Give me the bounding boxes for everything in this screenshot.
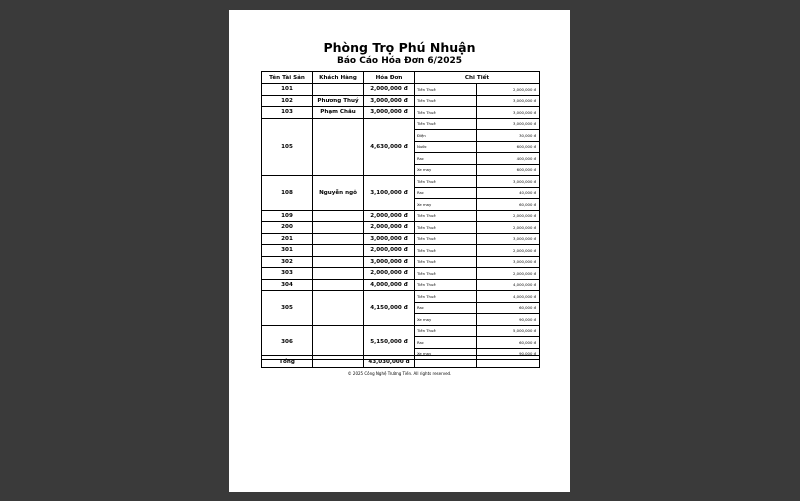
detail-label: Tiền Thuê [415, 107, 477, 119]
asset-cell: 103 [262, 107, 313, 119]
asset-cell: 102 [262, 95, 313, 107]
asset-cell: 200 [262, 222, 313, 234]
detail-label: Rac [415, 337, 477, 349]
detail-label: Tiền Thuê [415, 325, 477, 337]
total-empty-customer [313, 356, 364, 368]
amount-cell: 2,000,000 đ [364, 245, 415, 257]
amount-cell: 3,100,000 đ [364, 176, 415, 211]
detail-label: Tiền Thuê [415, 233, 477, 245]
asset-cell: 304 [262, 279, 313, 291]
detail-value: 3,000,000 đ [477, 233, 540, 245]
amount-cell: 3,000,000 đ [364, 107, 415, 119]
detail-label: Rac [415, 187, 477, 199]
detail-label: Tiền Thuê [415, 279, 477, 291]
amount-cell: 2,000,000 đ [364, 222, 415, 234]
table-row [262, 84, 540, 96]
detail-value: 2,000,000 đ [477, 210, 540, 222]
customer-cell [313, 256, 364, 268]
table-row [262, 210, 540, 222]
detail-value: 60,000 đ [477, 199, 540, 211]
customer-cell [313, 245, 364, 257]
detail-value: 60,000 đ [477, 302, 540, 314]
amount-cell: 3,000,000 đ [364, 233, 415, 245]
detail-label: Tiền Thuê [415, 118, 477, 130]
table-row [262, 245, 540, 257]
total-row [262, 356, 540, 368]
amount-cell: 4,630,000 đ [364, 118, 415, 176]
table-row [262, 107, 540, 119]
asset-cell: 303 [262, 268, 313, 280]
table-row [262, 256, 540, 268]
page-title: Phòng Trọ Phú Nhuận [323, 40, 476, 55]
detail-label: Tiền Thuê [415, 291, 477, 303]
detail-label: Xe may [415, 314, 477, 326]
asset-cell: 306 [262, 325, 313, 360]
total-table [261, 355, 540, 368]
asset-cell: 305 [262, 291, 313, 326]
detail-value: 90,000 đ [477, 314, 540, 326]
asset-cell: 301 [262, 245, 313, 257]
customer-cell: Phương Thuý [313, 95, 364, 107]
customer-cell [313, 118, 364, 176]
amount-cell: 3,000,000 đ [364, 256, 415, 268]
detail-value: 4,000,000 đ [477, 279, 540, 291]
table-row [262, 233, 540, 245]
total-amount: 43,030,000 đ [364, 356, 415, 368]
header-customer: Khách Hàng [313, 72, 364, 84]
customer-cell [313, 268, 364, 280]
detail-value: 3,000,000 đ [477, 95, 540, 107]
detail-label: Xe may [415, 199, 477, 211]
amount-cell: 2,000,000 đ [364, 84, 415, 96]
detail-label: Tiền Thuê [415, 222, 477, 234]
detail-value: 3,000,000 đ [477, 256, 540, 268]
detail-value: 3,000,000 đ [477, 118, 540, 130]
header-detail: Chi Tiết [415, 72, 540, 84]
amount-cell: 4,000,000 đ [364, 279, 415, 291]
asset-cell: 302 [262, 256, 313, 268]
table-row [262, 279, 540, 291]
detail-value: 2,000,000 đ [477, 222, 540, 234]
table-row [262, 222, 540, 234]
table-row [262, 325, 540, 337]
total-empty-detail-label [415, 356, 477, 368]
customer-cell [313, 222, 364, 234]
asset-cell: 109 [262, 210, 313, 222]
footer-copyright: © 2025 Công Nghệ Trường Tiến. All rights reserved. [347, 371, 452, 376]
detail-value: 3,000,000 đ [477, 107, 540, 119]
total-empty-detail-value [477, 356, 540, 368]
customer-cell: Phạm Châu [313, 107, 364, 119]
amount-cell: 3,000,000 đ [364, 95, 415, 107]
customer-cell: Nguyễn ngô [313, 176, 364, 211]
detail-label: Điện [415, 130, 477, 142]
detail-label: Tiền Thuê [415, 245, 477, 257]
detail-label: Rac [415, 153, 477, 165]
detail-label: Tiền Thuê [415, 176, 477, 188]
detail-value: 40,000 đ [477, 187, 540, 199]
detail-label: Tiền Thuê [415, 210, 477, 222]
table-row [262, 268, 540, 280]
table-row [262, 95, 540, 107]
customer-cell [313, 84, 364, 96]
detail-value: 3,000,000 đ [477, 176, 540, 188]
detail-label: Tiền Thuê [415, 256, 477, 268]
asset-cell: 201 [262, 233, 313, 245]
detail-value: 2,000,000 đ [477, 268, 540, 280]
detail-label: Tiền Thuê [415, 95, 477, 107]
detail-value: 2,000,000 đ [477, 245, 540, 257]
detail-value: 30,000 đ [477, 130, 540, 142]
detail-value: 90,000 đ [477, 348, 540, 360]
amount-cell: 4,150,000 đ [364, 291, 415, 326]
detail-value: 60,000 đ [477, 337, 540, 349]
detail-value: 600,000 đ [477, 141, 540, 153]
detail-value: 400,000 đ [477, 153, 540, 165]
asset-cell: 105 [262, 118, 313, 176]
detail-value: 5,000,000 đ [477, 325, 540, 337]
detail-value: 2,000,000 đ [477, 84, 540, 96]
invoice-table [261, 71, 540, 360]
detail-label: Rac [415, 302, 477, 314]
table-header-row [262, 72, 540, 84]
detail-label: Nước [415, 141, 477, 153]
customer-cell [313, 279, 364, 291]
header-invoice: Hóa Đơn [364, 72, 415, 84]
asset-cell: 108 [262, 176, 313, 211]
total-label: Tổng [262, 356, 313, 368]
amount-cell: 2,000,000 đ [364, 210, 415, 222]
customer-cell [313, 210, 364, 222]
amount-cell: 5,150,000 đ [364, 325, 415, 360]
asset-cell: 101 [262, 84, 313, 96]
detail-label: Tiền Thuê [415, 84, 477, 96]
table-row [262, 176, 540, 188]
table-row [262, 291, 540, 303]
header-asset: Tên Tài Sản [262, 72, 313, 84]
table-row [262, 118, 540, 130]
detail-value: 4,000,000 đ [477, 291, 540, 303]
detail-label: Xe may [415, 348, 477, 360]
detail-label: Tiền Thuê [415, 268, 477, 280]
customer-cell [313, 291, 364, 326]
amount-cell: 2,000,000 đ [364, 268, 415, 280]
customer-cell [313, 233, 364, 245]
detail-value: 600,000 đ [477, 164, 540, 176]
detail-label: Xe may [415, 164, 477, 176]
document-page [229, 10, 570, 492]
page-subtitle: Báo Cáo Hóa Đơn 6/2025 [336, 56, 463, 66]
